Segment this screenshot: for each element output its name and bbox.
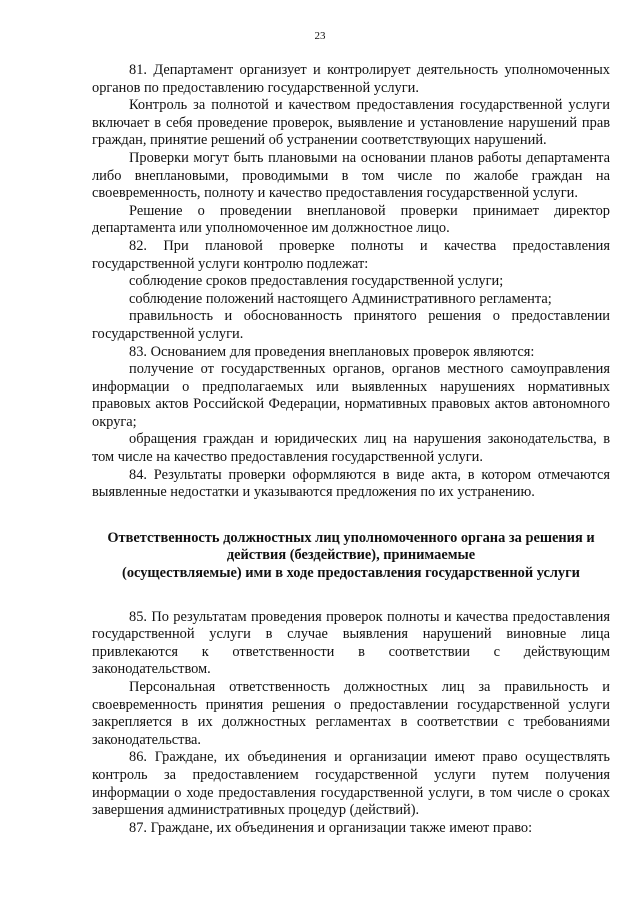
paragraph-inspection-types: Проверки могут быть плановыми на основании планов работы департамента либо внеплановыми, проводимыми в том числе по жалобе граждан на своевременность, полноту и качество предоставления государственной услуги. [92, 149, 610, 202]
paragraph-81: 81. Департамент организует и контролирует деятельность уполномоченных органов по предоставлению государственной услуги. [92, 62, 610, 96]
section-heading [92, 530, 610, 583]
paragraph-83-item-2: обращения граждан и юридических лиц на нарушения законодательства, в том числе на качество предоставления государственной услуги. [92, 431, 610, 466]
paragraph-83: 83. Основанием для проведения внеплановых проверок являются: [129, 343, 535, 360]
paragraph-unscheduled-decision: Решение о проведении внеплановой проверки принимает директор департамента или уполномоченное им должностное лицо. [92, 202, 610, 237]
paragraph-85: 85. По результатам проведения проверок полноты и качества предоставления государственной услуги в случае выявления нарушений виновные лица привлекаются к ответственности в соответствии с действующим законодательством. [92, 608, 610, 678]
paragraph-87: 87. Граждане, их объединения и организации также имеют право: [129, 819, 533, 836]
document-body [92, 62, 610, 837]
paragraph-82: 82. При плановой проверке полноты и качества предоставления государственной услуги контролю подлежат: [92, 237, 610, 272]
section-heading-line-2: действия (бездействие), принимаемые [226, 547, 476, 564]
section-heading-line-3: (осуществляемые) ими в ходе предоставления государственной услуги [122, 565, 580, 582]
paragraph-control-scope: Контроль за полнотой и качеством предоставления государственной услуги включает в себя проведение проверок, выявление и установление нарушений прав граждан, принятие решений об устранении соответствующих нарушений. [92, 97, 610, 149]
paragraph-86: 86. Граждане, их объединения и организации имеют право осуществлять контроль за предоставлением государственной услуги путем получения информации о ходе предоставления государственной услуги, в том числе о сроках завершения административных процедур (действий). [92, 749, 610, 819]
paragraph-83-item-1: получение от государственных органов, органов местного самоуправления информации о предполагаемых или выявленных нарушениях нормативных правовых актов Российской Федерации, нормативных правовых актов автономного округа; [92, 361, 610, 430]
paragraph-84: 84. Результаты проверки оформляются в виде акта, в котором отмечаются выявленные недостатки и указываются предложения по их устранению. [92, 466, 610, 501]
section-heading-line-1: Ответственность должностных лиц уполномоченного органа за решения и [107, 529, 595, 546]
paragraph-personal-responsibility: Персональная ответственность должностных лиц за правильность и своевременность принятия решения о предоставлении государственной услуги закрепляется в их должностных регламентах в соответствии с требованиями законодательства. [92, 679, 610, 748]
page-number: 23 [314, 30, 326, 42]
paragraph-82-item-1: соблюдение сроков предоставления государственной услуги; [129, 273, 504, 290]
paragraph-82-item-2: соблюдение положений настоящего Административного регламента; [129, 290, 552, 307]
paragraph-82-item-3: правильность и обоснованность принятого решения о предоставлении государственной услуги. [92, 308, 610, 342]
